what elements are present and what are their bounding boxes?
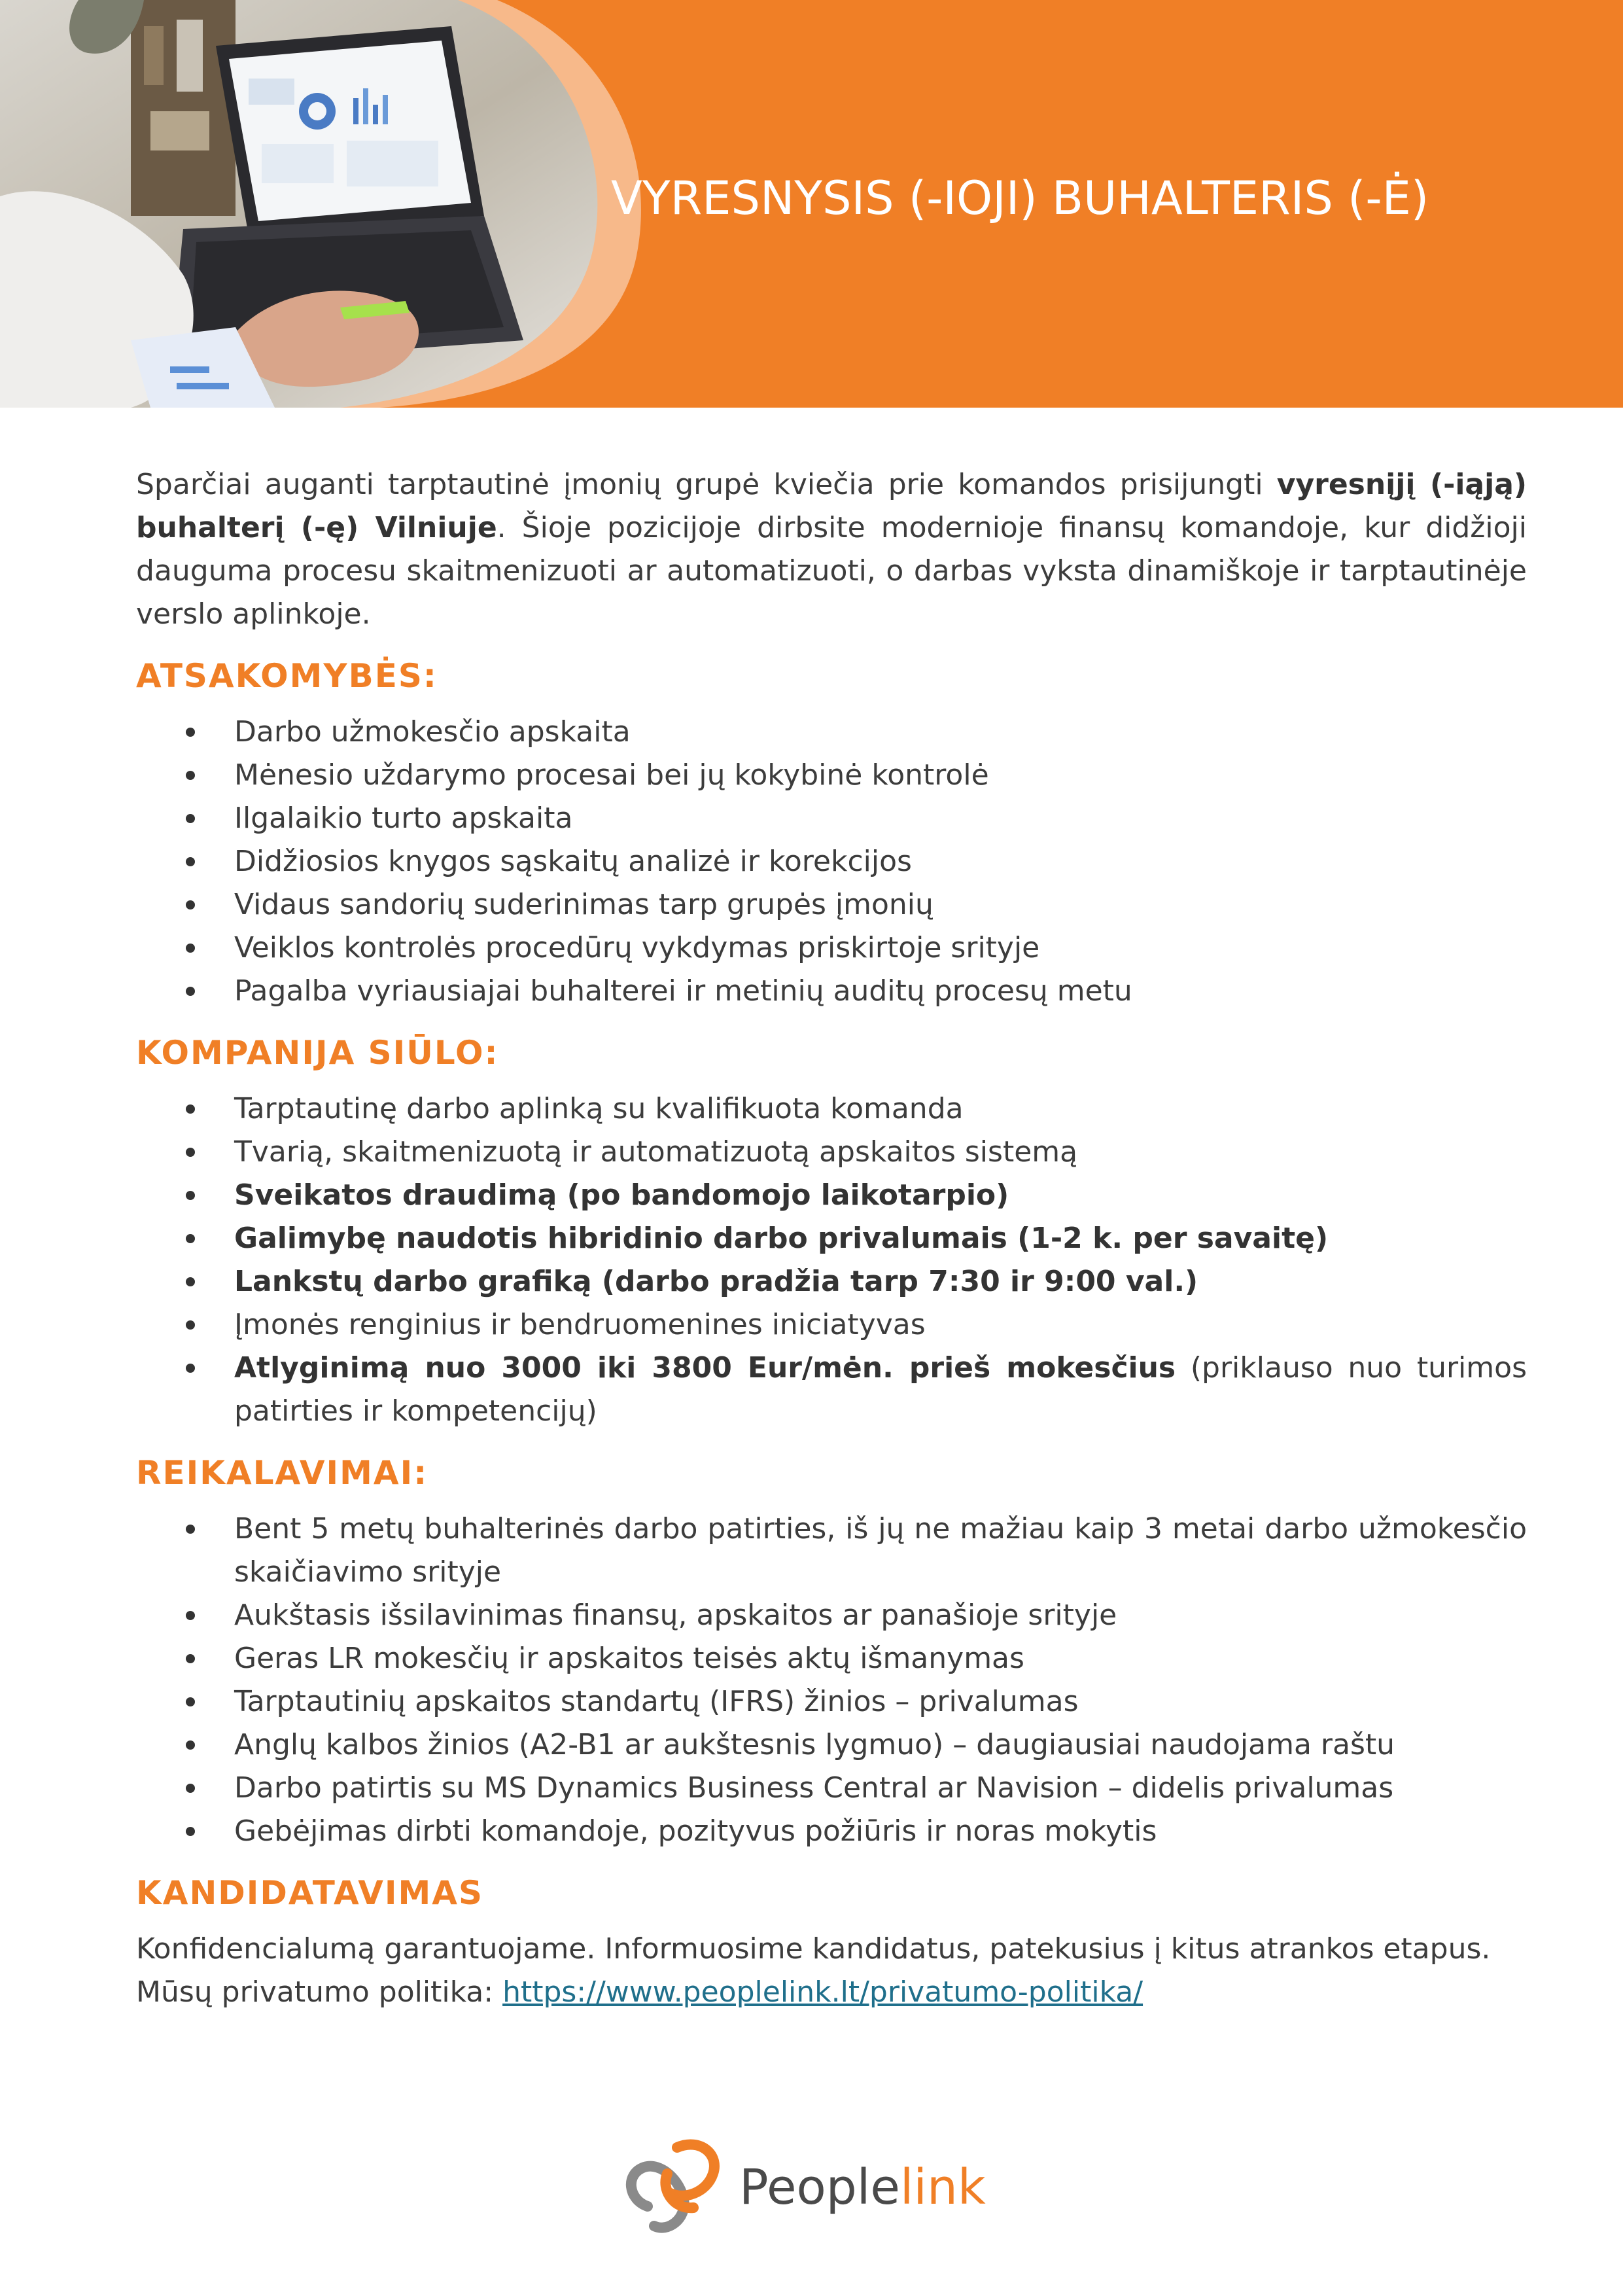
- bullet-icon: [186, 1611, 195, 1620]
- bullet-icon: [186, 1320, 195, 1330]
- peoplelink-logo: [621, 2134, 1014, 2239]
- bullet-icon: [186, 1654, 195, 1663]
- bullet-icon: [186, 1364, 195, 1373]
- job-description: [136, 463, 1527, 2014]
- bullet-icon: [186, 944, 195, 953]
- header-banner: [0, 0, 1623, 408]
- intro-text-2: . Šioje pozicijoje dirbsite modernioje finansų komandoje, kur didžioji dauguma procesu skaitmenizuoti ar automatizuoti, o darbas vyksta dinamiškoje ir tarptautinėje verslo aplinkoje.: [136, 511, 1527, 631]
- bullet-icon: [186, 1148, 195, 1157]
- bullet-icon: [186, 771, 195, 780]
- bullet-icon: [186, 814, 195, 823]
- bullet-icon: [186, 1234, 195, 1243]
- bullet-icon: [186, 1740, 195, 1750]
- offer-list: [136, 1087, 1527, 1433]
- bullet-icon: [186, 900, 195, 910]
- apply-heading: KANDIDATAVIMAS: [136, 1874, 484, 1912]
- bullet-icon: [186, 1784, 195, 1793]
- bullet-icon: [186, 728, 195, 737]
- logo-wordmark: [739, 2158, 986, 2217]
- bullet-icon: [186, 1104, 195, 1114]
- bullet-icon: [186, 1277, 195, 1286]
- list-item: Didžiosios knygos sąskaitų analizė ir korekcijos: [136, 840, 1527, 883]
- list-item: Tvarią, skaitmenizuotą ir automatizuotą apskaitos sistemą: [136, 1131, 1527, 1174]
- list-item: Pagalba vyriausiajai buhalterei ir metinių auditų procesų metu: [136, 970, 1527, 1013]
- list-item: Anglų kalbos žinios (A2-B1 ar aukštesnis lygmuo) – daugiausiai naudojama raštu: [136, 1723, 1527, 1767]
- list-item: Darbo užmokesčio apskaita: [136, 711, 1527, 754]
- responsibilities-list: [136, 711, 1527, 1013]
- confidentiality-text: Konfidencialumą garantuojame. Informuosime kandidatus, patekusius į kitus atrankos etapus.: [136, 1932, 1491, 1966]
- requirements-heading: REIKALAVIMAI:: [136, 1454, 428, 1492]
- logo-word-people: People: [739, 2159, 900, 2216]
- intro-position-bold: vyresnįjį (-iąją) buhalterį (-ę) Vilniuje: [136, 468, 1527, 544]
- bullet-icon: [186, 1525, 195, 1534]
- list-item: Tarptautinę darbo aplinką su kvalifikuota komanda: [136, 1087, 1527, 1131]
- privacy-policy-link[interactable]: https://www.peoplelink.lt/privatumo-politika/: [502, 1975, 1143, 2009]
- offer-heading: KOMPANIJA SIŪLO:: [136, 1034, 499, 1072]
- salary-item: [136, 1347, 1527, 1433]
- list-item: Bent 5 metų buhalterinės darbo patirties, iš jų ne mažiau kaip 3 metai darbo užmokesčio skaičiavimo srityje: [136, 1508, 1527, 1594]
- bullet-icon: [186, 1697, 195, 1706]
- job-title: VYRESNYSIS (-IOJI) BUHALTERIS (-Ė): [611, 171, 1429, 225]
- apply-paragraph: [136, 1928, 1527, 2014]
- intro-text-1: Sparčiai auganti tarptautinė įmonių grupė kviečia prie komandos prisijungti: [136, 468, 1277, 501]
- list-item: Geras LR mokesčių ir apskaitos teisės aktų išmanymas: [136, 1637, 1527, 1680]
- logo-word-link: link: [899, 2159, 986, 2216]
- list-item: Gebėjimas dirbti komandoje, pozityvus požiūris ir noras mokytis: [136, 1810, 1527, 1853]
- list-item: Darbo patirtis su MS Dynamics Business Central ar Navision – didelis privalumas: [136, 1767, 1527, 1810]
- logo-mark-icon: [621, 2134, 733, 2239]
- list-item: Galimybę naudotis hibridinio darbo privalumais (1-2 k. per savaitę): [136, 1217, 1527, 1260]
- bullet-icon: [186, 1191, 195, 1200]
- responsibilities-heading: ATSAKOMYBĖS:: [136, 657, 438, 695]
- salary-note: (priklauso nuo turimos patirties ir kompetencijų): [234, 1351, 1527, 1428]
- list-item: Lankstų darbo grafiką (darbo pradžia tarp 7:30 ir 9:00 val.): [136, 1260, 1527, 1303]
- bullet-icon: [186, 1827, 195, 1836]
- list-item: Ilgalaikio turto apskaita: [136, 797, 1527, 840]
- list-item: Įmonės renginius ir bendruomenines iniciatyvas: [136, 1303, 1527, 1347]
- salary-bold: Atlyginimą nuo 3000 iki 3800 Eur/mėn. prieš mokesčius: [234, 1351, 1176, 1385]
- list-item: Veiklos kontrolės procedūrų vykdymas priskirtoje srityje: [136, 927, 1527, 970]
- requirements-list: [136, 1508, 1527, 1853]
- list-item: Mėnesio uždarymo procesai bei jų kokybinė kontrolė: [136, 754, 1527, 797]
- intro-paragraph: [136, 463, 1527, 636]
- list-item: Aukštasis išsilavinimas finansų, apskaitos ar panašioje srityje: [136, 1594, 1527, 1637]
- privacy-label: Mūsų privatumo politika:: [136, 1975, 503, 2009]
- bullet-icon: [186, 987, 195, 996]
- list-item: Vidaus sandorių suderinimas tarp grupės įmonių: [136, 883, 1527, 927]
- list-item: Sveikatos draudimą (po bandomojo laikotarpio): [136, 1174, 1527, 1217]
- list-item: Tarptautinių apskaitos standartų (IFRS) žinios – privalumas: [136, 1680, 1527, 1723]
- bullet-icon: [186, 857, 195, 866]
